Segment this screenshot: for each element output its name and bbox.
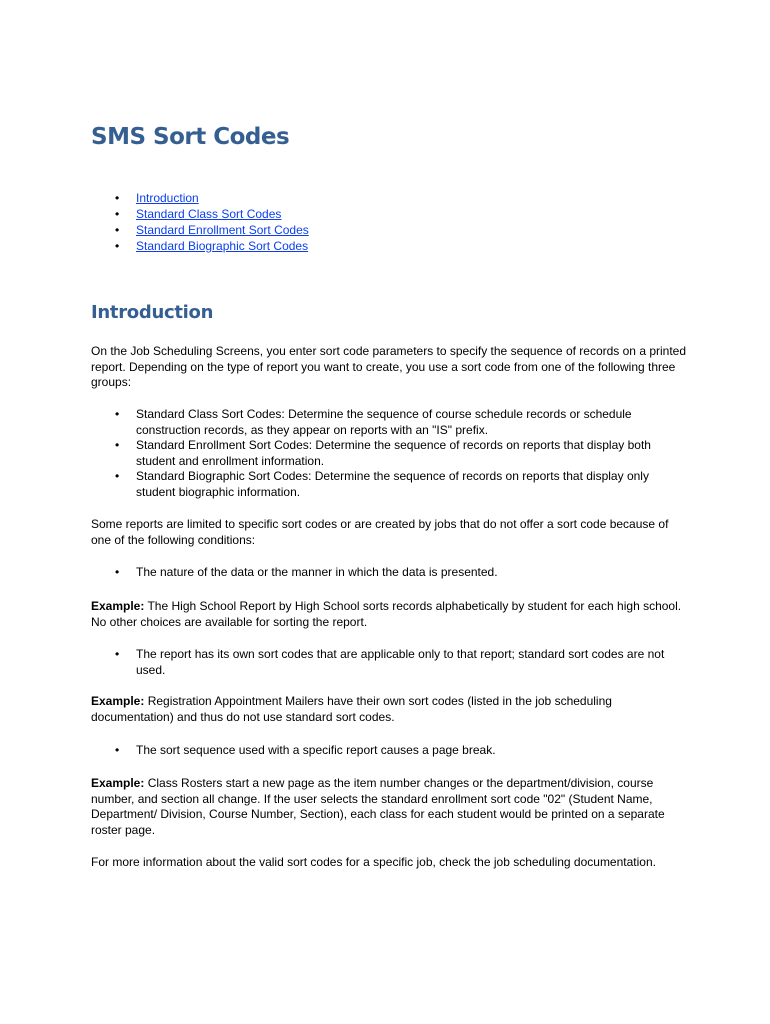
example-paragraph (91, 776, 691, 838)
example-paragraph (91, 694, 691, 725)
toc-item (91, 190, 309, 206)
list-item: • Standard Class Sort Codes: Determine the sequence of course schedule records or schedule construction records, as they appear on reports with an "IS" prefix. (91, 407, 691, 438)
conditions-paragraph: Some reports are limited to specific sort codes or are created by jobs that do not offer a sort code because of one of the following conditions: (91, 517, 669, 547)
toc-item (91, 222, 309, 238)
example-paragraph (91, 599, 691, 630)
example-label: Example: (91, 694, 145, 708)
example-label: Example: (91, 599, 145, 613)
toc-link-biographic-sort-codes[interactable]: Standard Biographic Sort Codes (136, 239, 309, 253)
toc-item (91, 238, 309, 254)
list-item: • Standard Enrollment Sort Codes: Determine the sequence of records on reports that display both student and enrollment information. (91, 438, 691, 469)
intro-paragraph: On the Job Scheduling Screens, you enter sort code parameters to specify the sequence of records on a printed report. Depending on the type of report you want to create, you use a sort code from one of the following three groups: (91, 344, 687, 389)
condition-list (91, 647, 691, 678)
list-item: • The report has its own sort codes that are applicable only to that report; standard sort codes are not used. (91, 647, 691, 678)
condition-list (91, 743, 691, 759)
toc-item (91, 206, 309, 222)
toc-link-introduction[interactable]: Introduction (136, 191, 199, 205)
page-title: SMS Sort Codes (91, 124, 290, 150)
sort-code-groups-list (91, 407, 691, 500)
toc-link-class-sort-codes[interactable]: Standard Class Sort Codes (136, 207, 282, 221)
list-item: • Standard Biographic Sort Codes: Determine the sequence of records on reports that display only student biographic information. (91, 469, 691, 500)
table-of-contents (91, 190, 309, 254)
example-text: Class Rosters start a new page as the item number changes or the department/division, course number, and section all change. If the user selects the standard enrollment sort code "02" (Student Name, Department/ Division, Course Number, Section), each class for each student would be printed on a separate roster page. (91, 776, 665, 837)
condition-list (91, 565, 691, 581)
list-item: • The sort sequence used with a specific report causes a page break. (91, 743, 691, 759)
more-info-paragraph: For more information about the valid sort codes for a specific job, check the job scheduling documentation. (91, 855, 656, 869)
toc-link-enrollment-sort-codes[interactable]: Standard Enrollment Sort Codes (136, 223, 309, 237)
list-item: • The nature of the data or the manner in which the data is presented. (91, 565, 691, 581)
example-text: Registration Appointment Mailers have their own sort codes (listed in the job scheduling documentation) and thus do not use standard sort codes. (91, 694, 612, 724)
section-heading-introduction: Introduction (91, 302, 214, 323)
example-text: The High School Report by High School sorts records alphabetically by student for each high school. No other choices are available for sorting the report. (91, 599, 682, 629)
example-label: Example: (91, 776, 145, 790)
